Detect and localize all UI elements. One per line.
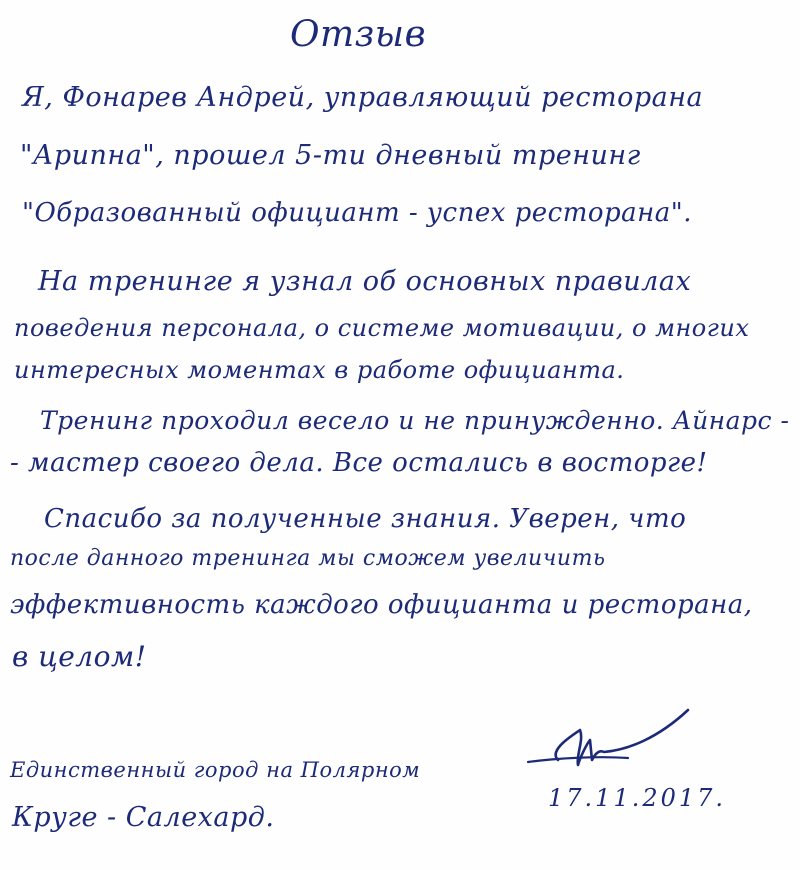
letter-line-2: "Арипна", прошел 5-ти дневный тренинг	[20, 140, 641, 171]
letter-line-11: эффективность каждого официанта и ресторана,	[10, 590, 753, 620]
letter-line-9: Спасибо за полученные знания. Уверен, что	[44, 504, 687, 534]
letter-line-6: интересных моментах в работе официанта.	[14, 356, 625, 384]
letter-line-3: "Образованный официант - успех ресторана".	[22, 198, 693, 228]
location-line-2: Круге - Салехард.	[12, 802, 275, 833]
letter-line-5: поведения персонала, о системе мотивации, о многих	[14, 314, 750, 342]
letter-line-8: - мастер своего дела. Все остались в восторге!	[10, 448, 708, 478]
location-line-1: Единственный город на Полярном	[10, 758, 421, 782]
letter-line-12: в целом!	[12, 640, 147, 673]
date-text: 17.11.2017.	[548, 784, 727, 812]
signature-image	[518, 700, 698, 780]
letter-line-10: после данного тренинга мы сможем увеличить	[10, 546, 606, 571]
letter-line-4: На тренинге я узнал об основных правилах	[38, 266, 692, 297]
review-title: Отзыв	[290, 14, 427, 55]
letter-line-1: Я, Фонарев Андрей, управляющий ресторана	[22, 82, 704, 113]
letter-line-7: Тренинг проходил весело и не принужденно. Айнарс -	[40, 406, 790, 435]
